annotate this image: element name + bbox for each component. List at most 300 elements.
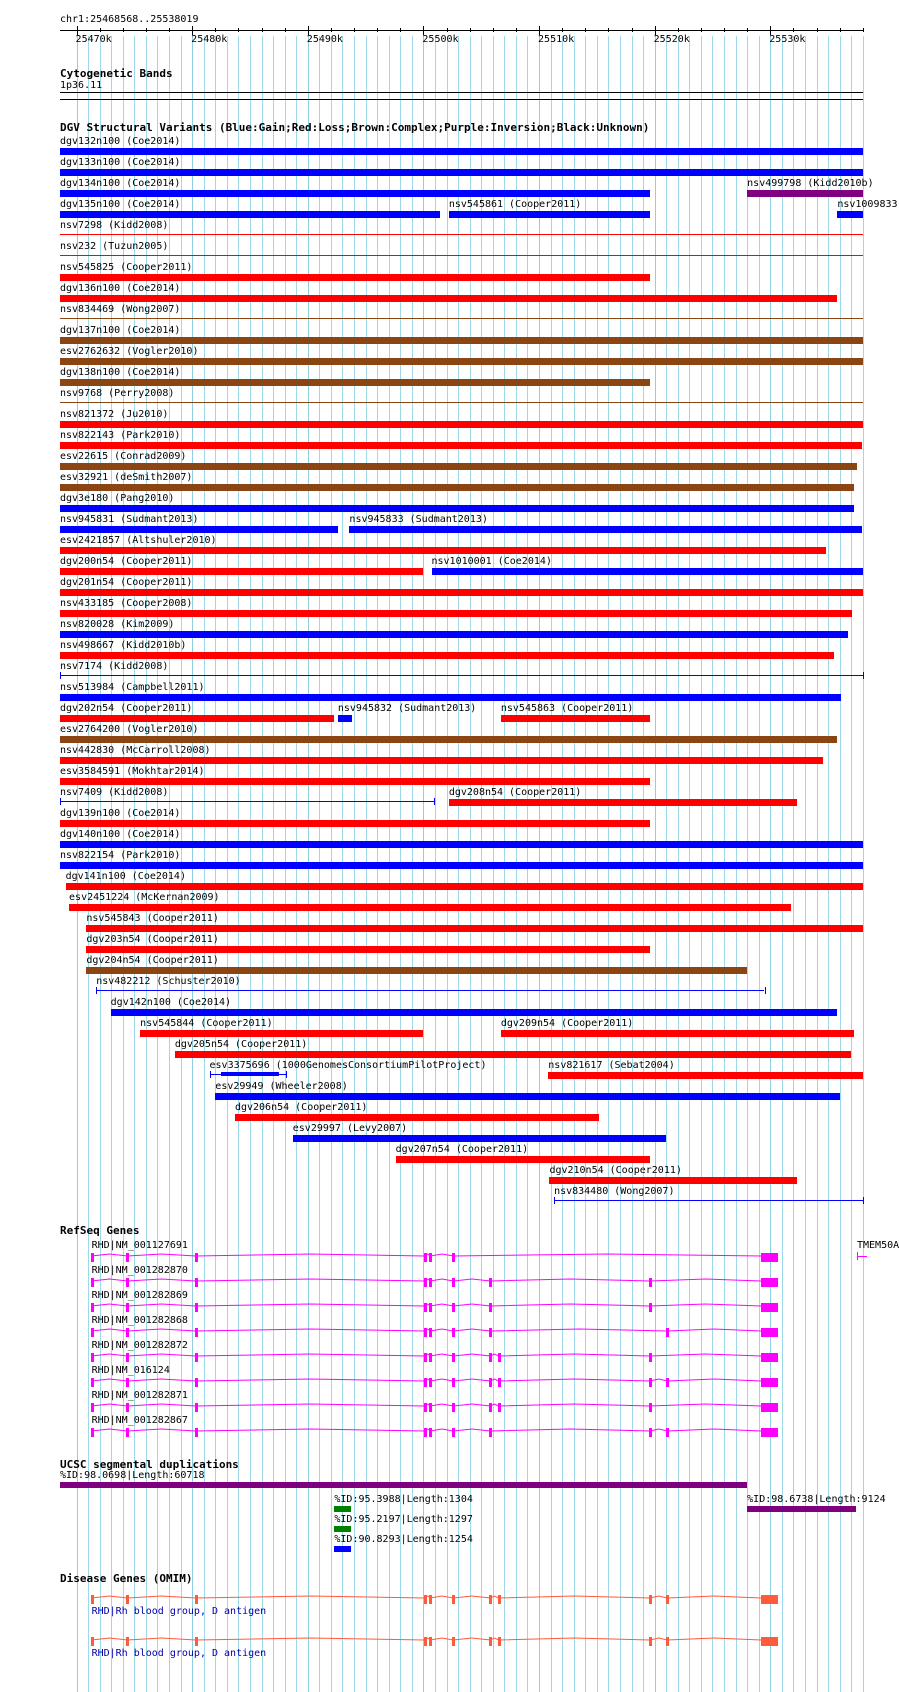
dgv-feature-bar[interactable] [60, 610, 852, 617]
refseq-transcript-intron-line [0, 1400, 890, 1414]
dgv-feature-bar[interactable] [60, 694, 841, 701]
refseq-transcript-utr-exon[interactable] [761, 1253, 778, 1262]
ruler-minor-tick [840, 28, 841, 32]
refseq-transcript-exon[interactable] [424, 1278, 427, 1287]
dgv-feature-bar[interactable] [60, 526, 338, 533]
dgv-feature-bar[interactable] [449, 799, 797, 806]
dgv-feature-bar[interactable] [60, 190, 650, 197]
ruler-minor-tick [562, 28, 563, 32]
refseq-transcript-utr-exon[interactable] [761, 1353, 778, 1362]
refseq-neighbor-line[interactable] [857, 1256, 867, 1257]
omim-exon[interactable] [126, 1595, 129, 1604]
dgv-feature-bar[interactable] [60, 568, 423, 575]
dgv-feature-line[interactable] [554, 1200, 863, 1201]
ruler-minor-tick [354, 28, 355, 32]
dgv-feature-bar[interactable] [60, 841, 863, 848]
dgv-feature-bar[interactable] [60, 337, 863, 344]
dgv-feature-endcap [60, 798, 61, 805]
refseq-transcript-exon[interactable] [195, 1303, 198, 1312]
refseq-transcript-exon[interactable] [429, 1378, 432, 1387]
refseq-transcript-utr-exon[interactable] [761, 1403, 778, 1412]
refseq-transcript-exon[interactable] [649, 1303, 652, 1312]
ruler-minor-tick [817, 28, 818, 32]
dgv-feature-endcap [554, 1197, 555, 1204]
omim-exon[interactable] [452, 1595, 455, 1604]
dgv-feature-label[interactable]: nsv1009833 [837, 199, 898, 210]
refseq-transcript-exon[interactable] [126, 1378, 129, 1387]
dgv-feature-line[interactable] [96, 990, 764, 991]
refseq-transcript-exon[interactable] [429, 1278, 432, 1287]
omim-intron-line [0, 1592, 890, 1606]
refseq-neighbor-exon[interactable] [857, 1252, 858, 1260]
refseq-transcript-exon[interactable] [666, 1378, 669, 1387]
dgv-feature-label[interactable]: dgv142n100 (Coe2014) [110, 997, 232, 1008]
dgv-feature-bar[interactable] [86, 946, 650, 953]
omim-disease-label[interactable]: RHD|Rh blood group, D antigen [91, 1648, 267, 1659]
dgv-feature-label[interactable]: dgv139n100 (Coe2014) [60, 808, 181, 819]
dgv-feature-label[interactable]: esv32921 (deSmith2007) [60, 472, 193, 483]
refseq-transcript-exon[interactable] [91, 1253, 94, 1262]
dgv-feature-label[interactable]: dgv140n100 (Coe2014) [60, 829, 181, 840]
dgv-feature-label[interactable]: nsv498667 (Kidd2010b) [60, 640, 187, 651]
segdup-label[interactable]: %ID:95.3988|Length:1304 [334, 1494, 473, 1505]
refseq-transcript-exon[interactable] [452, 1328, 455, 1337]
dgv-feature-label[interactable]: dgv138n100 (Coe2014) [60, 367, 181, 378]
refseq-transcript-exon[interactable] [429, 1328, 432, 1337]
dgv-feature-label[interactable]: dgv136n100 (Coe2014) [60, 283, 181, 294]
dgv-feature-label[interactable]: nsv545844 (Cooper2011) [140, 1018, 273, 1029]
dgv-feature-line[interactable] [60, 318, 863, 319]
dgv-feature-label[interactable]: dgv3e180 (Pang2010) [60, 493, 175, 504]
dgv-feature-label[interactable]: nsv821372 (Ju2010) [60, 409, 169, 420]
refseq-transcript-exon[interactable] [126, 1403, 129, 1412]
dgv-feature-label[interactable]: dgv200n54 (Cooper2011) [60, 556, 193, 567]
omim-exon[interactable] [649, 1595, 652, 1604]
dgv-feature-bar[interactable] [60, 274, 650, 281]
dgv-feature-bar[interactable] [60, 589, 863, 596]
dgv-feature-label[interactable]: esv22615 (Conrad2009) [60, 451, 187, 462]
dgv-feature-bar[interactable] [60, 442, 862, 449]
refseq-transcript-utr-exon[interactable] [761, 1303, 778, 1312]
refseq-transcript-label[interactable]: RHD|NM_001127691 [91, 1240, 188, 1251]
refseq-transcript-exon[interactable] [195, 1253, 198, 1262]
refseq-transcript-utr-exon[interactable] [761, 1428, 778, 1437]
omim-exon[interactable] [452, 1637, 455, 1646]
refseq-transcript-utr-exon[interactable] [761, 1278, 778, 1287]
dgv-feature-label[interactable]: dgv203n54 (Cooper2011) [86, 934, 219, 945]
dgv-feature-bar[interactable] [215, 1093, 839, 1100]
ruler-tick-label: 25500k [422, 34, 459, 45]
ruler-minor-tick [215, 28, 216, 32]
dgv-feature-label[interactable]: dgv204n54 (Cooper2011) [86, 955, 219, 966]
omim-exon[interactable] [195, 1637, 198, 1646]
dgv-feature-label[interactable]: dgv133n100 (Coe2014) [60, 157, 181, 168]
dgv-feature-endcap [863, 1197, 864, 1204]
ruler-minor-tick [377, 28, 378, 32]
refseq-transcript-exon[interactable] [649, 1278, 652, 1287]
ruler-tick-label: 25490k [306, 34, 343, 45]
dgv-feature-bar[interactable] [235, 1114, 599, 1121]
dgv-feature-label[interactable]: nsv545861 (Cooper2011) [448, 199, 582, 210]
omim-exon[interactable] [91, 1595, 94, 1604]
refseq-transcript-exon[interactable] [91, 1378, 94, 1387]
ruler-minor-tick [493, 28, 494, 32]
dgv-feature-label[interactable]: dgv201n54 (Cooper2011) [60, 577, 193, 588]
dgv-feature-label[interactable]: nsv442830 (McCarroll2008) [60, 745, 211, 756]
refseq-transcript-exon[interactable] [195, 1278, 198, 1287]
dgv-feature-endcap [60, 672, 61, 679]
dgv-feature-bar[interactable] [221, 1072, 279, 1076]
dgv-feature-label[interactable]: dgv135n100 (Coe2014) [60, 199, 181, 210]
ruler-tick-label: 25510k [538, 34, 575, 45]
segdup-label[interactable]: %ID:98.0698|Length:60718 [60, 1470, 205, 1481]
segdup-bar[interactable] [334, 1526, 350, 1532]
dgv-feature-line[interactable] [60, 234, 863, 235]
refseq-transcript-exon[interactable] [91, 1403, 94, 1412]
dgv-feature-bar[interactable] [86, 925, 863, 932]
cytoband-label: 1p36.11 [60, 80, 103, 91]
ruler-minor-tick [400, 28, 401, 32]
refseq-transcript-intron-line [0, 1375, 890, 1389]
dgv-feature-bar[interactable] [60, 484, 854, 491]
dgv-feature-bar[interactable] [86, 967, 747, 974]
refseq-transcript-exon[interactable] [666, 1328, 669, 1337]
dgv-feature-label[interactable]: esv29949 (Wheeler2008) [215, 1081, 348, 1092]
dgv-feature-endcap [210, 1071, 211, 1078]
dgv-feature-label[interactable]: nsv822154 (Park2010) [60, 850, 181, 861]
refseq-transcript-exon[interactable] [195, 1328, 198, 1337]
dgv-feature-label[interactable]: nsv7409 (Kidd2008) [60, 787, 169, 798]
dgv-feature-bar[interactable] [60, 778, 650, 785]
ruler-axis-line [60, 30, 863, 31]
segdup-label[interactable]: %ID:90.8293|Length:1254 [334, 1534, 473, 1545]
refseq-transcript-exon[interactable] [91, 1328, 94, 1337]
ruler-minor-tick [585, 28, 586, 32]
omim-exon[interactable] [429, 1637, 432, 1646]
dgv-feature-bar[interactable] [349, 526, 861, 533]
omim-track-title[interactable]: Disease Genes (OMIM) [60, 1572, 193, 1585]
dgv-feature-label[interactable]: dgv202n54 (Cooper2011) [60, 703, 193, 714]
refseq-transcript-exon[interactable] [424, 1303, 427, 1312]
dgv-feature-label[interactable]: dgv205n54 (Cooper2011) [174, 1039, 308, 1050]
ruler-minor-tick [678, 28, 679, 32]
segdup-bar[interactable] [334, 1506, 350, 1512]
refseq-transcript-exon[interactable] [424, 1253, 427, 1262]
refseq-transcript-utr-exon[interactable] [761, 1328, 778, 1337]
refseq-transcript-exon[interactable] [498, 1378, 501, 1387]
ruler-minor-tick [608, 28, 609, 32]
cytoband-track-title[interactable]: Cytogenetic Bands [60, 67, 173, 80]
omim-exon[interactable] [489, 1637, 492, 1646]
dgv-feature-label[interactable]: esv2451224 (McKernan2009) [69, 892, 220, 903]
dgv-feature-label[interactable]: dgv141n100 (Coe2014) [65, 871, 186, 882]
dgv-feature-line[interactable] [60, 801, 434, 802]
dgv-feature-bar[interactable] [338, 715, 352, 722]
refseq-transcript-intron-line [0, 1250, 890, 1264]
dgv-feature-label[interactable]: nsv820028 (Kim2009) [60, 619, 175, 630]
dgv-feature-label[interactable]: nsv433185 (Cooper2008) [60, 598, 193, 609]
ruler-tick-label: 25480k [191, 34, 228, 45]
refseq-transcript-exon[interactable] [452, 1303, 455, 1312]
ruler-minor-tick [701, 28, 702, 32]
dgv-feature-label[interactable]: esv2764200 (Vogler2010) [60, 724, 199, 735]
ruler-minor-tick [238, 28, 239, 32]
dgv-feature-label[interactable]: nsv545825 (Cooper2011) [60, 262, 193, 273]
omim-utr-exon[interactable] [761, 1637, 778, 1646]
dgv-feature-bar[interactable] [69, 904, 791, 911]
refseq-transcript-exon[interactable] [126, 1253, 129, 1262]
dgv-feature-endcap [765, 987, 766, 994]
ruler-tick-label: 25520k [653, 34, 690, 45]
refseq-transcript-exon[interactable] [489, 1428, 492, 1437]
omim-exon[interactable] [489, 1595, 492, 1604]
segdup-bar[interactable] [747, 1506, 856, 1512]
ruler-minor-tick [123, 28, 124, 32]
refseq-transcript-exon[interactable] [489, 1278, 492, 1287]
refseq-transcript-exon[interactable] [452, 1278, 455, 1287]
omim-intron-line [0, 1634, 890, 1648]
refseq-transcript-exon[interactable] [452, 1378, 455, 1387]
refseq-transcript-exon[interactable] [91, 1353, 94, 1362]
dgv-feature-label[interactable]: nsv834480 (Wong2007) [554, 1186, 675, 1197]
refseq-track-title[interactable]: RefSeq Genes [60, 1224, 140, 1237]
refseq-transcript-exon[interactable] [429, 1253, 432, 1262]
refseq-transcript-label[interactable]: RHD|NM_001282868 [91, 1315, 188, 1326]
dgv-feature-bar[interactable] [60, 652, 834, 659]
refseq-transcript-label[interactable]: RHD|NM_001282871 [91, 1390, 188, 1401]
refseq-transcript-exon[interactable] [649, 1403, 652, 1412]
dgv-feature-bar[interactable] [837, 211, 863, 218]
omim-exon[interactable] [666, 1637, 669, 1646]
refseq-transcript-exon[interactable] [489, 1403, 492, 1412]
refseq-transcript-intron-line [0, 1300, 890, 1314]
dgv-feature-bar[interactable] [111, 1009, 838, 1016]
refseq-transcript-exon[interactable] [666, 1428, 669, 1437]
dgv-feature-label[interactable]: dgv210n54 (Cooper2011) [549, 1165, 682, 1176]
dgv-feature-label[interactable]: nsv1010001 (Coe2014) [431, 556, 552, 567]
refseq-transcript-exon[interactable] [452, 1403, 455, 1412]
refseq-transcript-exon[interactable] [429, 1428, 432, 1437]
dgv-feature-bar[interactable] [549, 1177, 796, 1184]
omim-exon[interactable] [498, 1595, 501, 1604]
dgv-feature-bar[interactable] [747, 190, 863, 197]
refseq-transcript-intron-line [0, 1275, 890, 1289]
ruler-minor-tick [747, 28, 748, 32]
refseq-transcript-exon[interactable] [424, 1403, 427, 1412]
dgv-feature-line[interactable] [60, 255, 863, 256]
dgv-feature-bar[interactable] [60, 820, 650, 827]
dgv-feature-label[interactable]: nsv499798 (Kidd2010b) [747, 178, 874, 189]
refseq-transcript-exon[interactable] [498, 1353, 501, 1362]
dgv-feature-bar[interactable] [60, 736, 837, 743]
dgv-feature-bar[interactable] [140, 1030, 423, 1037]
dgv-feature-bar[interactable] [60, 295, 837, 302]
dgv-track-title[interactable]: DGV Structural Variants (Blue:Gain;Red:Loss;Brown:Complex;Purple:Inversion;Black:Unknown) [60, 121, 650, 134]
dgv-feature-endcap [863, 672, 864, 679]
refseq-transcript-label[interactable]: RHD|NM_001282867 [91, 1415, 188, 1426]
dgv-feature-bar[interactable] [60, 631, 848, 638]
omim-exon[interactable] [126, 1637, 129, 1646]
dgv-feature-label[interactable]: nsv945832 (Sudmant2013) [337, 703, 477, 714]
dgv-feature-label[interactable]: dgv208n54 (Cooper2011) [448, 787, 582, 798]
omim-disease-label[interactable]: RHD|Rh blood group, D antigen [91, 1606, 267, 1617]
refseq-transcript-exon[interactable] [489, 1378, 492, 1387]
dgv-feature-label[interactable]: dgv132n100 (Coe2014) [60, 136, 181, 147]
dgv-feature-label[interactable]: nsv945831 (Sudmant2013) [60, 514, 199, 525]
refseq-neighbor-label[interactable]: TMEM50A [856, 1240, 899, 1251]
ruler-minor-tick [285, 28, 286, 32]
dgv-feature-label[interactable]: nsv9768 (Perry2008) [60, 388, 175, 399]
dgv-feature-bar[interactable] [60, 547, 826, 554]
dgv-feature-bar[interactable] [60, 505, 854, 512]
dgv-feature-label[interactable]: dgv206n54 (Cooper2011) [234, 1102, 368, 1113]
refseq-transcript-exon[interactable] [126, 1428, 129, 1437]
cytoband-bar-top[interactable] [60, 92, 863, 93]
ruler-minor-tick [447, 28, 448, 32]
omim-exon[interactable] [498, 1637, 501, 1646]
dgv-feature-label[interactable]: esv3584591 (Mokhtar2014) [60, 766, 205, 777]
refseq-transcript-exon[interactable] [424, 1328, 427, 1337]
dgv-feature-line[interactable] [60, 675, 863, 676]
dgv-feature-label[interactable]: nsv482212 (Schuster2010) [96, 976, 241, 987]
dgv-feature-bar[interactable] [548, 1072, 863, 1079]
dgv-feature-label[interactable]: esv29997 (Levy2007) [292, 1123, 408, 1134]
refseq-transcript-exon[interactable] [452, 1253, 455, 1262]
ruler-minor-tick [262, 28, 263, 32]
refseq-transcript-exon[interactable] [91, 1278, 94, 1287]
refseq-transcript-exon[interactable] [452, 1428, 455, 1437]
refseq-transcript-exon[interactable] [195, 1353, 198, 1362]
refseq-transcript-label[interactable]: RHD|NM_001282870 [91, 1265, 188, 1276]
segdup-track-title[interactable]: UCSC segmental duplications [60, 1458, 239, 1471]
refseq-transcript-exon[interactable] [649, 1428, 652, 1437]
omim-exon[interactable] [424, 1637, 427, 1646]
omim-exon[interactable] [424, 1595, 427, 1604]
dgv-feature-bar[interactable] [449, 211, 650, 218]
refseq-transcript-exon[interactable] [126, 1353, 129, 1362]
refseq-transcript-exon[interactable] [429, 1303, 432, 1312]
dgv-feature-bar[interactable] [60, 211, 440, 218]
segdup-bar[interactable] [334, 1546, 350, 1552]
refseq-transcript-label[interactable]: RHD|NM_001282872 [91, 1340, 188, 1351]
refseq-transcript-exon[interactable] [424, 1353, 427, 1362]
refseq-transcript-exon[interactable] [649, 1378, 652, 1387]
dgv-feature-label[interactable]: nsv821617 (Sebat2004) [548, 1060, 675, 1071]
refseq-transcript-exon[interactable] [429, 1353, 432, 1362]
refseq-transcript-utr-exon[interactable] [761, 1378, 778, 1387]
dgv-feature-bar[interactable] [60, 169, 863, 176]
refseq-transcript-intron-line [0, 1350, 890, 1364]
refseq-transcript-exon[interactable] [126, 1328, 129, 1337]
dgv-feature-bar[interactable] [501, 1030, 854, 1037]
refseq-transcript-exon[interactable] [424, 1428, 427, 1437]
refseq-transcript-exon[interactable] [195, 1428, 198, 1437]
dgv-feature-label[interactable]: nsv513984 (Campbell2011) [60, 682, 205, 693]
dgv-feature-label[interactable]: nsv7298 (Kidd2008) [60, 220, 169, 231]
dgv-feature-bar[interactable] [60, 358, 863, 365]
dgv-feature-label[interactable]: nsv545843 (Cooper2011) [86, 913, 219, 924]
dgv-feature-label[interactable]: esv2421857 (Altshuler2010) [60, 535, 217, 546]
dgv-feature-label[interactable]: nsv232 (Tuzun2005) [60, 241, 169, 252]
dgv-feature-bar[interactable] [60, 421, 863, 428]
refseq-transcript-exon[interactable] [489, 1353, 492, 1362]
dgv-feature-endcap [286, 1071, 287, 1078]
dgv-feature-bar[interactable] [60, 862, 863, 869]
dgv-feature-label[interactable]: dgv209n54 (Cooper2011) [500, 1018, 634, 1029]
dgv-feature-bar[interactable] [396, 1156, 650, 1163]
segdup-label[interactable]: %ID:95.2197|Length:1297 [334, 1514, 473, 1525]
refseq-transcript-exon[interactable] [429, 1403, 432, 1412]
refseq-transcript-exon[interactable] [195, 1378, 198, 1387]
dgv-feature-bar[interactable] [60, 715, 334, 722]
refseq-transcript-exon[interactable] [126, 1303, 129, 1312]
dgv-feature-label[interactable]: dgv207n54 (Cooper2011) [395, 1144, 529, 1155]
omim-exon[interactable] [666, 1595, 669, 1604]
ruler-minor-tick [100, 28, 101, 32]
dgv-feature-label[interactable]: dgv134n100 (Coe2014) [60, 178, 181, 189]
refseq-transcript-exon[interactable] [649, 1353, 652, 1362]
omim-exon[interactable] [649, 1637, 652, 1646]
refseq-transcript-intron-line [0, 1325, 890, 1339]
omim-utr-exon[interactable] [761, 1595, 778, 1604]
dgv-feature-bar[interactable] [60, 463, 857, 470]
segdup-bar[interactable] [60, 1482, 747, 1488]
refseq-transcript-label[interactable]: RHD|NM_016124 [91, 1365, 170, 1376]
dgv-feature-bar[interactable] [432, 568, 863, 575]
refseq-transcript-intron-line [0, 1425, 890, 1439]
dgv-feature-line[interactable] [60, 402, 863, 403]
refseq-transcript-exon[interactable] [489, 1303, 492, 1312]
dgv-feature-label[interactable]: nsv7174 (Kidd2008) [60, 661, 169, 672]
dgv-feature-bar[interactable] [60, 757, 823, 764]
ruler-minor-tick [146, 28, 147, 32]
refseq-transcript-exon[interactable] [452, 1353, 455, 1362]
dgv-feature-bar[interactable] [501, 715, 650, 722]
ruler-minor-tick [470, 28, 471, 32]
refseq-transcript-label[interactable]: RHD|NM_001282869 [91, 1290, 188, 1301]
ruler-minor-tick [632, 28, 633, 32]
dgv-feature-label[interactable]: nsv822143 (Park2010) [60, 430, 181, 441]
refseq-transcript-exon[interactable] [195, 1403, 198, 1412]
segdup-label[interactable]: %ID:98.6738|Length:9124 [747, 1494, 886, 1505]
dgv-feature-label[interactable]: esv3375696 (1000GenomesConsortiumPilotProject) [209, 1060, 487, 1071]
cytoband-bar-bottom[interactable] [60, 99, 863, 100]
omim-exon[interactable] [195, 1595, 198, 1604]
dgv-feature-label[interactable]: esv2762632 (Vogler2010) [60, 346, 199, 357]
dgv-feature-label[interactable]: nsv945833 (Sudmant2013) [349, 514, 488, 525]
dgv-feature-bar[interactable] [60, 379, 650, 386]
ruler-region-label: chr1:25468568..25538019 [60, 14, 199, 25]
ruler-minor-tick [331, 28, 332, 32]
refseq-transcript-exon[interactable] [424, 1378, 427, 1387]
ruler-minor-tick [793, 28, 794, 32]
ruler-minor-tick [516, 28, 517, 32]
omim-exon[interactable] [91, 1637, 94, 1646]
refseq-transcript-exon[interactable] [91, 1303, 94, 1312]
dgv-feature-bar[interactable] [175, 1051, 851, 1058]
dgv-feature-label[interactable]: nsv545863 (Cooper2011) [500, 703, 634, 714]
refseq-transcript-exon[interactable] [498, 1403, 501, 1412]
omim-exon[interactable] [429, 1595, 432, 1604]
dgv-feature-bar[interactable] [293, 1135, 666, 1142]
dgv-feature-label[interactable]: nsv834469 (Wong2007) [60, 304, 181, 315]
refseq-transcript-exon[interactable] [489, 1328, 492, 1337]
refseq-transcript-exon[interactable] [126, 1278, 129, 1287]
refseq-transcript-exon[interactable] [91, 1428, 94, 1437]
dgv-feature-bar[interactable] [60, 148, 863, 155]
dgv-feature-bar[interactable] [66, 883, 863, 890]
dgv-feature-label[interactable]: dgv137n100 (Coe2014) [60, 325, 181, 336]
